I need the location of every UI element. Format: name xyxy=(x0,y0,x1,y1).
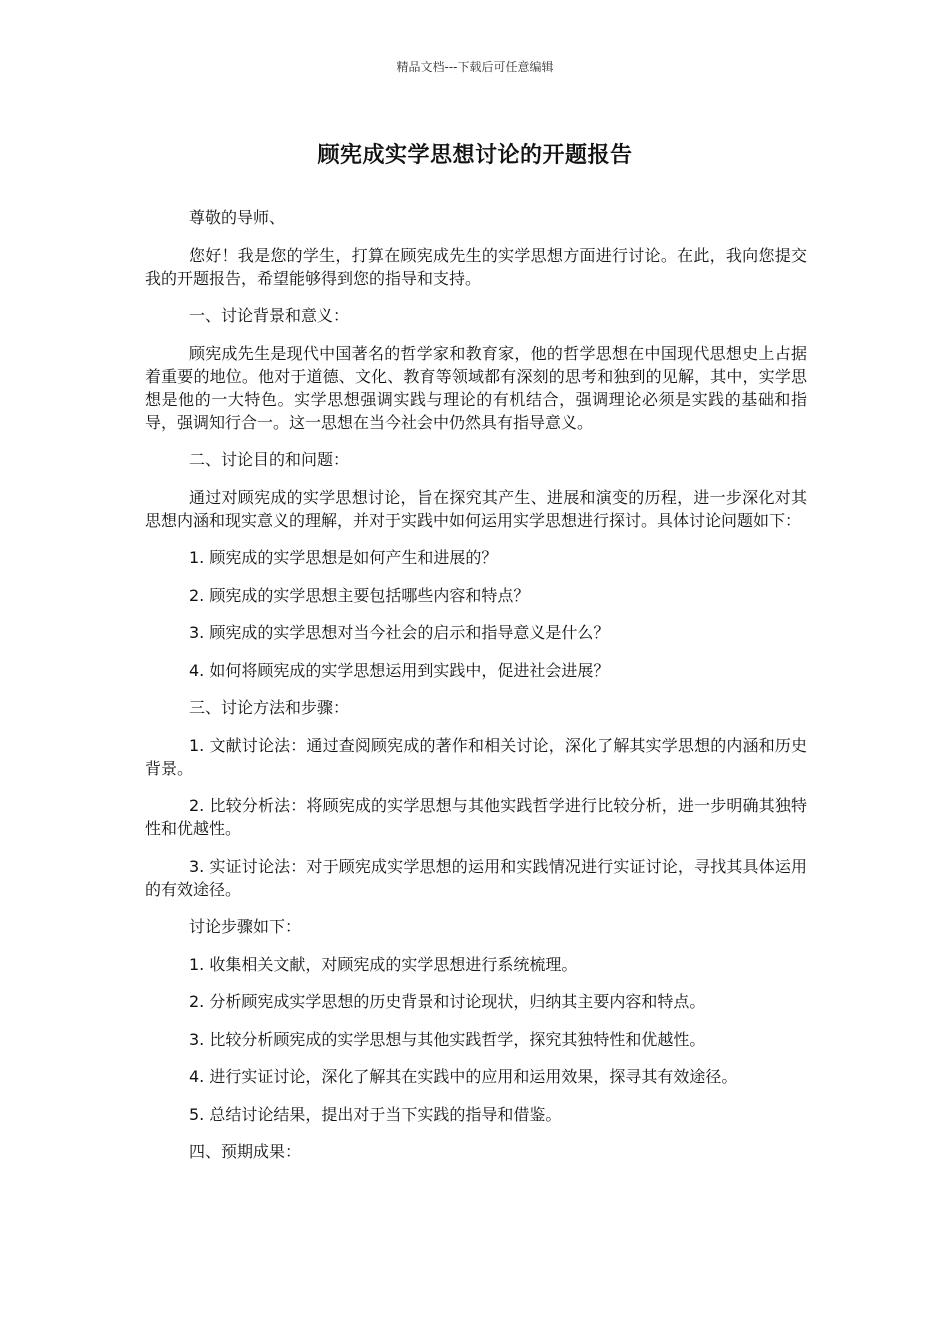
step-item: 2. 分析顾宪成实学思想的历史背景和讨论现状，归纳其主要内容和特点。 xyxy=(189,992,706,1011)
section-heading-expected-results: 四、预期成果： xyxy=(189,1142,302,1161)
section-heading-background: 一、讨论背景和意义： xyxy=(189,306,350,325)
step-item: 5. 总结讨论结果，提出对于当下实践的指导和借鉴。 xyxy=(189,1104,562,1124)
method-item: 1. 文献讨论法：通过查阅顾宪成的著作和相关讨论，深化了解其实学思想的内涵和历史背景。 xyxy=(145,735,807,778)
purpose-paragraph: 通过对顾宪成的实学思想讨论，旨在探究其产生、进展和演变的历程，进一步深化对其思想内涵和现实意义的理解，并对于实践中如何运用实学思想进行探讨。具体讨论问题如下： xyxy=(145,487,807,530)
method-item: 3. 实证讨论法：对于顾宪成实学思想的运用和实践情况进行实证讨论，寻找其具体运用的有效途径。 xyxy=(145,856,807,899)
steps-heading: 讨论步骤如下： xyxy=(189,917,302,936)
section-heading-purpose: 二、讨论目的和问题： xyxy=(189,450,350,469)
document-body xyxy=(145,206,807,1178)
background-paragraph: 顾宪成先生是现代中国著名的哲学家和教育家，他的哲学思想在中国现代思想史上占据着重要的地位。他对于道德、文化、教育等领域都有深刻的思考和独到的见解，其中，实学思想是他的一大特色。实学思想强调实践与理论的有机结合，强调理论必须是实践的基础和指导，强调知行合一。这一思想在当今社会中仍然具有指导意义。 xyxy=(145,343,807,432)
salutation: 尊敬的导师、 xyxy=(189,208,286,227)
header-note: 精品文档---下载后可任意编辑 xyxy=(396,60,554,74)
step-item: 4. 进行实证讨论，深化了解其在实践中的应用和运用效果，探寻其有效途径。 xyxy=(189,1067,738,1086)
step-item: 3. 比较分析顾宪成的实学思想与其他实践哲学，探究其独特性和优越性。 xyxy=(189,1029,706,1049)
method-item: 2. 比较分析法：将顾宪成的实学思想与其他实践哲学进行比较分析，进一步明确其独特性和优越性。 xyxy=(145,796,807,838)
document-title: 顾宪成实学思想讨论的开题报告 xyxy=(317,143,633,168)
question-item: 4. 如何将顾宪成的实学思想运用到实践中，促进社会进展？ xyxy=(189,660,610,680)
intro-paragraph: 您好！我是您的学生，打算在顾宪成先生的实学思想方面进行讨论。在此，我向您提交我的开题报告，希望能够得到您的指导和支持。 xyxy=(145,245,807,288)
question-item: 2. 顾宪成的实学思想主要包括哪些内容和特点？ xyxy=(189,585,530,605)
step-item: 1. 收集相关文献，对顾宪成的实学思想进行系统梳理。 xyxy=(189,954,578,974)
section-heading-methods: 三、讨论方法和步骤： xyxy=(189,698,350,717)
question-item: 1. 顾宪成的实学思想是如何产生和进展的？ xyxy=(189,548,498,567)
question-item: 3. 顾宪成的实学思想对当今社会的启示和指导意义是什么？ xyxy=(189,623,610,642)
